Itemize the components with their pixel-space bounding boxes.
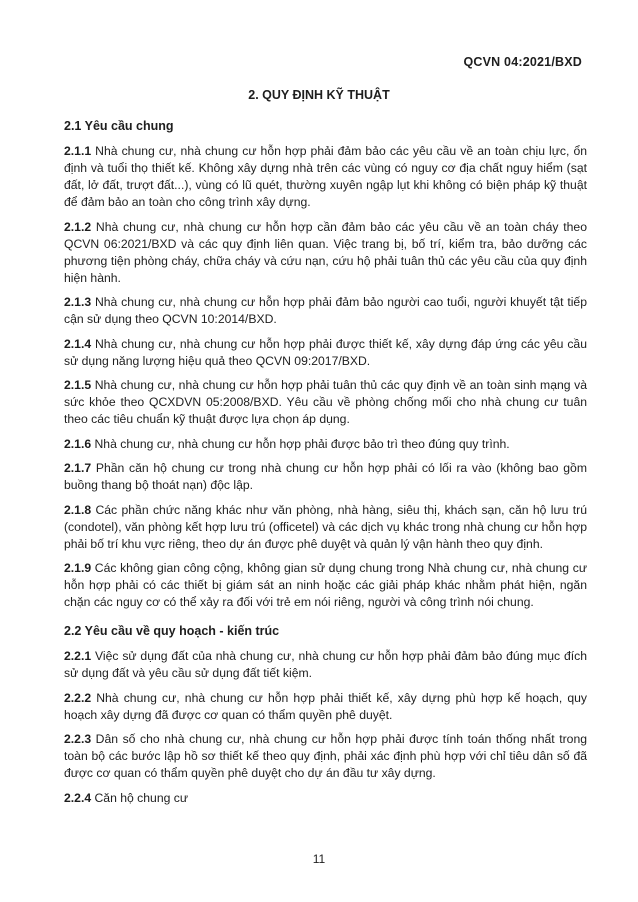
- clause-2-1-3: 2.1.3 Nhà chung cư, nhà chung cư hỗn hợp phải đảm bảo người cao tuổi, người khuyết tật tiếp cận sử dụng theo QCVN 10:2014/BXD.: [64, 295, 587, 326]
- clause-2-2-2: 2.2.2 Nhà chung cư, nhà chung cư hỗn hợp phải thiết kế, xây dựng phù hợp kế hoạch, quy hoạch xây dựng đã được cơ quan có thẩm quyền phê duyệt.: [64, 690, 587, 722]
- clause-2-2-3: 2.2.3 Dân số cho nhà chung cư, nhà chung cư hỗn hợp phải được tính toán thống nhất trong toàn bộ các bước lập hồ sơ thiết kế theo quy định, phải xác định phù hợp với chỉ tiêu dân số đã được cơ quan có thẩm quyền phê duyệt cho dự án đầu tư xây dựng.: [64, 732, 587, 780]
- clause-2-1-4: 2.1.4 Nhà chung cư, nhà chung cư hỗn hợp phải được thiết kế, xây dựng đáp ứng các yêu cầu sử dụng năng lượng hiệu quả theo QCVN 09:2017/BXD.: [64, 336, 587, 368]
- clause-2-1-7: 2.1.7 Phần căn hộ chung cư trong nhà chung cư hỗn hợp phải có lối ra vào (không bao gồm buồng thang bộ thoát nạn) độc lập.: [64, 461, 587, 492]
- clause-2-1-2: 2.1.2 Nhà chung cư, nhà chung cư hỗn hợp cần đảm bảo các yêu cầu về an toàn cháy theo QCVN 06:2021/BXD và các quy định liên quan. Việc trang bị, bố trí, kiểm tra, bảo dưỡng các phương tiện phòng cháy, chữa cháy và cứu nạn, cứu hộ phải tuân thủ các yêu cầu của quy định hiện hành.: [64, 219, 587, 285]
- section-heading-2-2: 2.2 Yêu cầu về quy hoạch - kiến trúc: [64, 624, 280, 638]
- clause-2-1-1: 2.1.1 Nhà chung cư, nhà chung cư hỗn hợp phải đảm bảo các yêu cầu về an toàn chịu lực, ổn định và tuổi thọ thiết kế. Không xây dựng nhà trên các vùng có nguy cơ địa chất nguy hiểm (sạt đất, lở đất, trượt đất...), vùng có lũ quét, thường xuyên ngập lụt khi không có biện pháp kỹ thuật để đảm bảo an toàn cho công trình xây dựng.: [64, 144, 587, 209]
- section-heading-2-1: 2.1 Yêu cầu chung: [64, 119, 174, 133]
- clause-2-1-9: 2.1.9 Các không gian công cộng, không gian sử dụng chung trong Nhà chung cư, nhà chung cư hỗn hợp phải có các thiết bị giám sát an ninh hoặc các giải pháp khác nhằm phát hiện, ngăn chặn các nguy cơ có thể xảy ra đối với trẻ em nói riêng, người và công trình nói chung.: [64, 561, 587, 609]
- clause-2-1-8: 2.1.8 Các phần chức năng khác như văn phòng, nhà hàng, siêu thị, khách sạn, căn hộ lưu trú (condotel), văn phòng kết hợp lưu trú (officetel) và các dịch vụ khác trong nhà chung cư hỗn hợp phải bố trí khu vực riêng, theo dự án được phê duyệt và quản lý vận hành theo quy định.: [64, 502, 587, 551]
- clause-2-2-1: 2.2.1 Việc sử dụng đất của nhà chung cư, nhà chung cư hỗn hợp phải đảm bảo đúng mục đích sử dụng đất và yêu cầu sử dụng đất tiết kiệm.: [64, 649, 587, 680]
- page-content: [64, 118, 587, 814]
- chapter-title: 2. QUY ĐỊNH KỸ THUẬT: [248, 88, 390, 102]
- page-number: 11: [312, 852, 326, 866]
- clause-2-2-4: 2.2.4 Căn hộ chung cư: [64, 790, 189, 805]
- standard-code: QCVN 04:2021/BXD: [463, 55, 582, 69]
- clause-2-1-5: 2.1.5 Nhà chung cư, nhà chung cư hỗn hợp phải tuân thủ các quy định về an toàn sinh mạng và sức khỏe theo QCXDVN 05:2008/BXD. Yêu cầu về phòng chống mối cho nhà chung cư tuân theo các tiêu chuẩn kỹ thuật được lựa chọn áp dụng.: [64, 378, 587, 426]
- clause-2-1-6: 2.1.6 Nhà chung cư, nhà chung cư hỗn hợp phải được bảo trì theo đúng quy trình.: [64, 436, 510, 451]
